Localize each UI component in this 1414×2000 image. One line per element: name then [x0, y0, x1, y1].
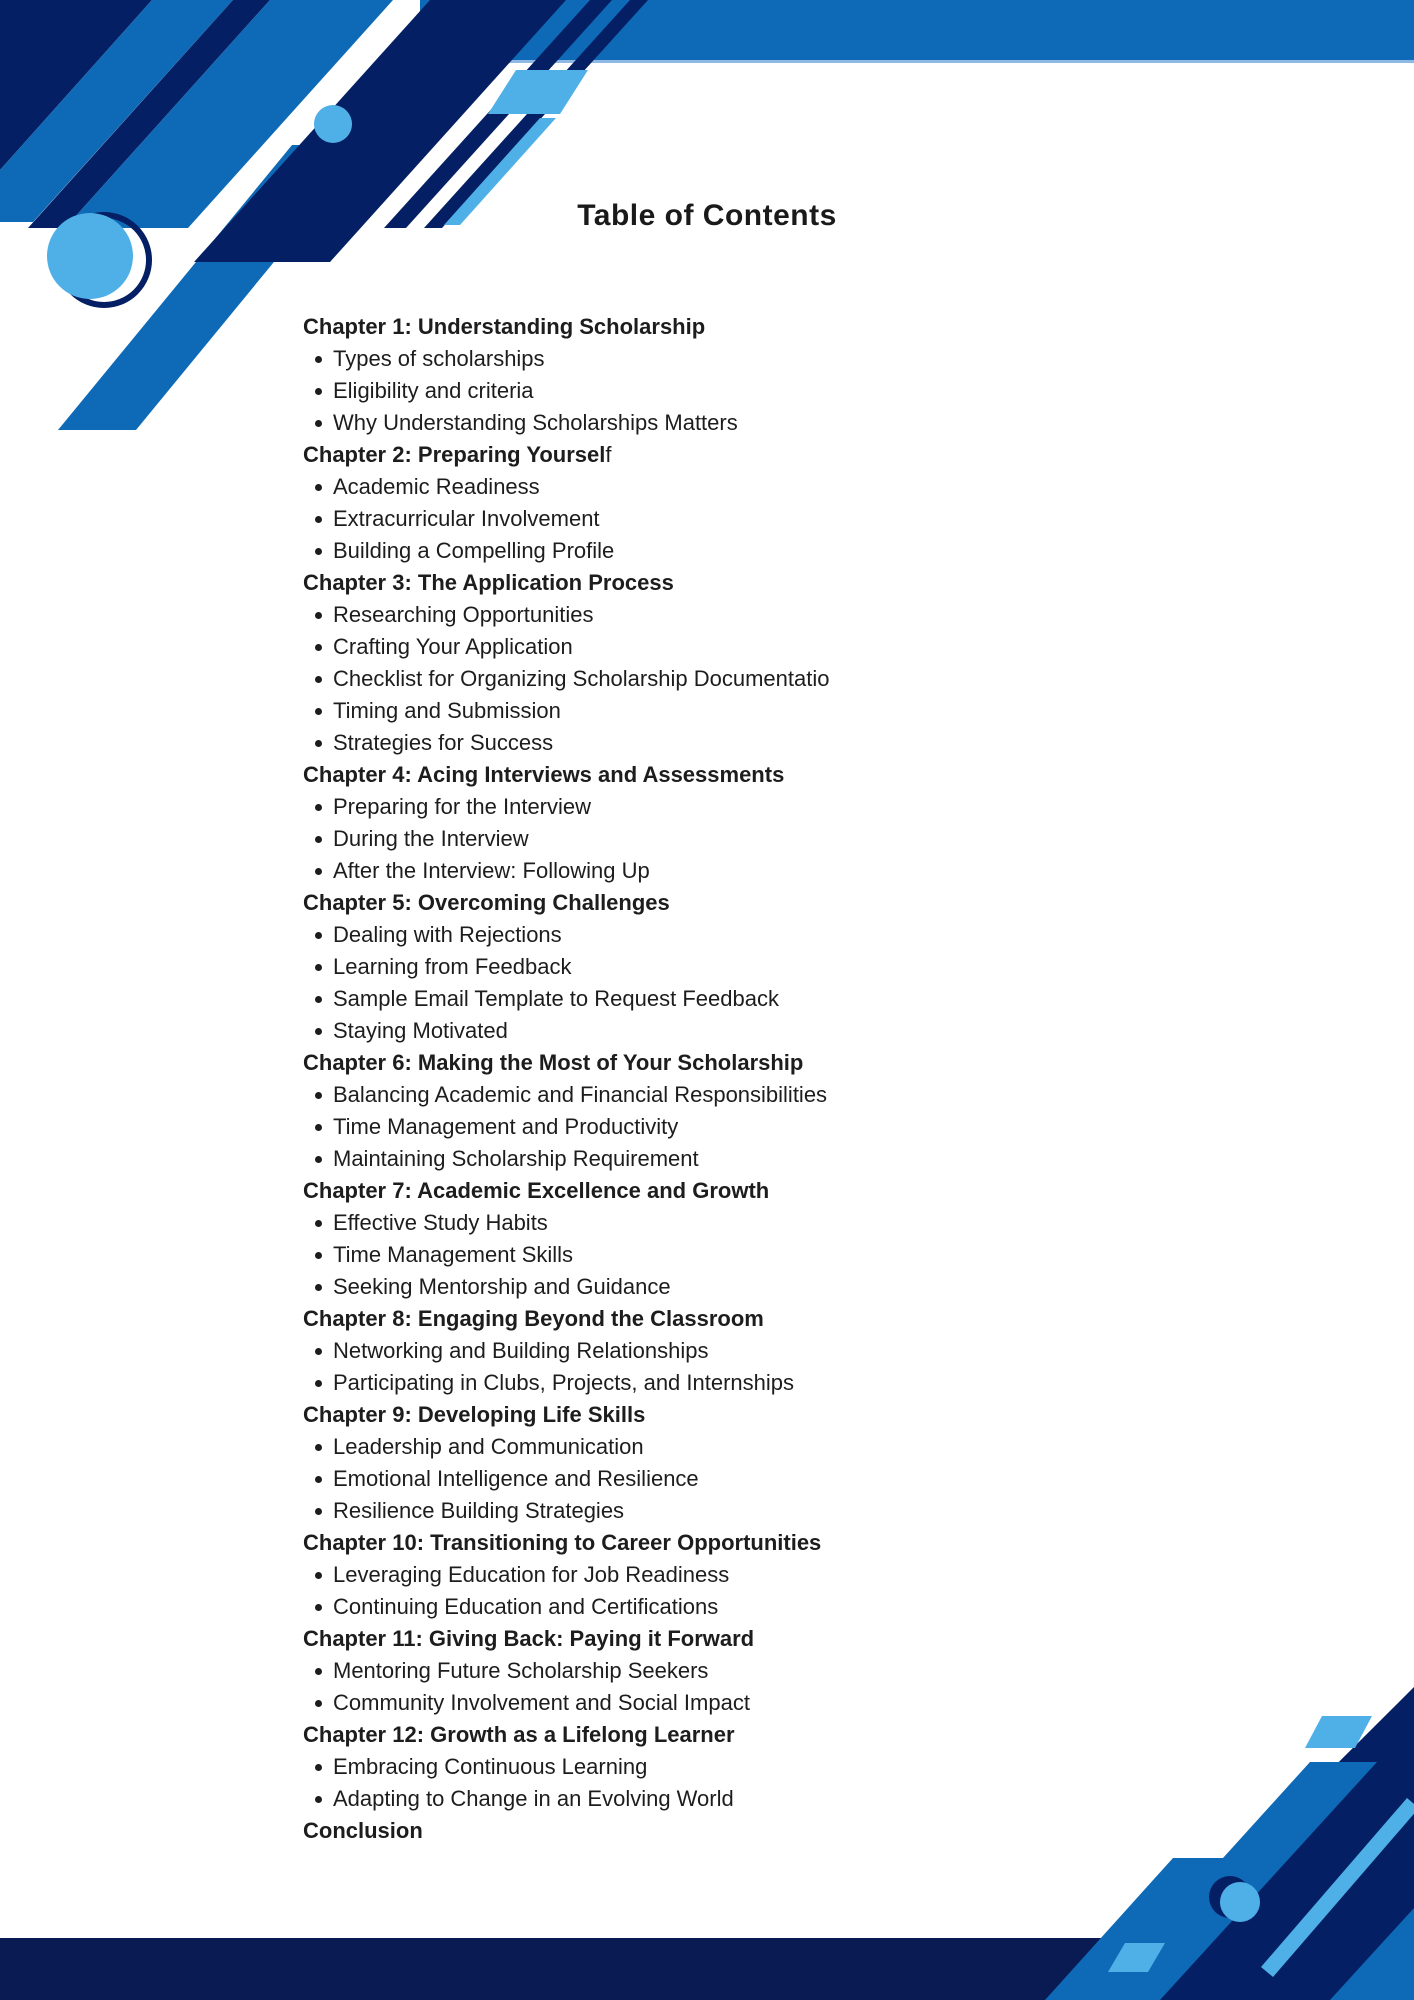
- toc-item-label: Mentoring Future Scholarship Seekers: [333, 1658, 709, 1683]
- bullet-icon: [315, 1668, 322, 1675]
- toc-item: [303, 343, 1163, 375]
- toc-item-label: Embracing Continuous Learning: [333, 1754, 648, 1779]
- chapter-heading: Chapter 3: The Application Process: [303, 570, 674, 595]
- toc-item: [303, 1751, 1163, 1783]
- toc-item-label: Why Understanding Scholarships Matters: [333, 410, 738, 435]
- toc-item: [303, 1495, 1163, 1527]
- bullet-icon: [315, 1252, 322, 1259]
- toc-item-label: Crafting Your Application: [333, 634, 573, 659]
- toc-item-label: Researching Opportunities: [333, 602, 594, 627]
- chapter-heading: Chapter 11: Giving Back: Paying it Forward: [303, 1626, 755, 1651]
- toc-item-label: Effective Study Habits: [333, 1210, 548, 1235]
- accent-circle: [1220, 1882, 1260, 1922]
- toc-item: [303, 1559, 1163, 1591]
- toc-item-label: Leadership and Communication: [333, 1434, 644, 1459]
- bullet-icon: [315, 996, 322, 1003]
- toc-item: [303, 791, 1163, 823]
- chapter-heading: Chapter 4: Acing Interviews and Assessments: [303, 762, 785, 787]
- bullet-icon: [315, 1508, 322, 1515]
- toc-item: [303, 503, 1163, 535]
- toc-item-label: Extracurricular Involvement: [333, 506, 600, 531]
- toc-item: [303, 1079, 1163, 1111]
- toc-item-label: Participating in Clubs, Projects, and Internships: [333, 1370, 795, 1395]
- bullet-icon: [315, 612, 322, 619]
- toc-item: [303, 695, 1163, 727]
- toc-item-label: Emotional Intelligence and Resilience: [333, 1466, 699, 1491]
- toc-item: [303, 855, 1163, 887]
- bullet-icon: [315, 1444, 322, 1451]
- toc-item-label: Time Management and Productivity: [333, 1114, 679, 1139]
- bullet-icon: [315, 1796, 322, 1803]
- toc-item-label: Preparing for the Interview: [333, 794, 592, 819]
- chapter-heading: Chapter 2: Preparing Yourself: [303, 442, 612, 467]
- bullet-icon: [315, 1764, 322, 1771]
- toc-item-label: Community Involvement and Social Impact: [333, 1690, 750, 1715]
- toc-item: [303, 1207, 1163, 1239]
- toc-item-label: Continuing Education and Certifications: [333, 1594, 719, 1619]
- toc-item-label: During the Interview: [333, 826, 529, 851]
- toc-item: [303, 983, 1163, 1015]
- toc-item-label: Balancing Academic and Financial Responsibilities: [333, 1082, 828, 1107]
- chapter-heading: Chapter 9: Developing Life Skills: [303, 1402, 646, 1427]
- small-circle: [314, 105, 352, 143]
- bullet-icon: [315, 548, 322, 555]
- toc-item: [303, 535, 1163, 567]
- chapter-heading: Chapter 7: Academic Excellence and Growth: [303, 1178, 770, 1203]
- toc-item: [303, 1591, 1163, 1623]
- toc-item-label: After the Interview: Following Up: [333, 858, 650, 883]
- bullet-icon: [315, 740, 322, 747]
- toc-item: [303, 407, 1163, 439]
- toc-item-label: Maintaining Scholarship Requirement: [333, 1146, 699, 1171]
- toc-item: [303, 1111, 1163, 1143]
- toc-item-label: Seeking Mentorship and Guidance: [333, 1274, 671, 1299]
- toc-item-label: Networking and Building Relationships: [333, 1338, 709, 1363]
- toc-item: [303, 1271, 1163, 1303]
- toc-item: [303, 1367, 1163, 1399]
- toc-item: [303, 599, 1163, 631]
- bullet-icon: [315, 932, 322, 939]
- chapter-heading: Conclusion: [303, 1818, 423, 1843]
- bullet-icon: [315, 356, 322, 363]
- toc-item: [303, 1143, 1163, 1175]
- lightblue-parallelogram: [488, 70, 588, 114]
- toc-item: [303, 1463, 1163, 1495]
- bullet-icon: [315, 1476, 322, 1483]
- toc-item-label: Eligibility and criteria: [333, 378, 534, 403]
- toc-item: [303, 663, 1163, 695]
- toc-item: [303, 1655, 1163, 1687]
- chapter-heading-suffix: f: [605, 442, 612, 467]
- bullet-icon: [315, 1028, 322, 1035]
- toc-item-label: Sample Email Template to Request Feedback: [333, 986, 779, 1011]
- bullet-icon: [315, 420, 322, 427]
- toc-item-label: Building a Compelling Profile: [333, 538, 615, 563]
- bullet-icon: [315, 1348, 322, 1355]
- toc-item: [303, 631, 1163, 663]
- bullet-icon: [315, 676, 322, 683]
- bullet-icon: [315, 1604, 322, 1611]
- bullet-icon: [315, 1700, 322, 1707]
- chapter-heading: Chapter 6: Making the Most of Your Scholarship: [303, 1050, 804, 1075]
- bullet-icon: [315, 1284, 322, 1291]
- bullet-icon: [315, 804, 322, 811]
- toc-item-label: Leveraging Education for Job Readiness: [333, 1562, 730, 1587]
- chapter-heading: Chapter 8: Engaging Beyond the Classroom: [303, 1306, 764, 1331]
- bullet-icon: [315, 644, 322, 651]
- toc-item-label: Learning from Feedback: [333, 954, 572, 979]
- toc-item: [303, 727, 1163, 759]
- bullet-icon: [315, 516, 322, 523]
- toc-item-label: Adapting to Change in an Evolving World: [333, 1786, 734, 1811]
- bullet-icon: [315, 1572, 322, 1579]
- bullet-icon: [315, 1380, 322, 1387]
- toc-item-label: Staying Motivated: [333, 1018, 508, 1043]
- toc-item: [303, 919, 1163, 951]
- toc-item: [303, 471, 1163, 503]
- toc-item: [303, 1335, 1163, 1367]
- toc-item-label: Strategies for Success: [333, 730, 554, 755]
- bullet-icon: [315, 1220, 322, 1227]
- bullet-icon: [315, 484, 322, 491]
- chapter-heading: Chapter 12: Growth as a Lifelong Learner: [303, 1722, 735, 1747]
- toc-item: [303, 1431, 1163, 1463]
- page-title: Table of Contents: [577, 199, 837, 232]
- bullet-icon: [315, 388, 322, 395]
- toc-item: [303, 375, 1163, 407]
- toc-item-label: Checklist for Organizing Scholarship Documentatio: [333, 666, 830, 691]
- toc-item-label: Resilience Building Strategies: [333, 1498, 625, 1523]
- bullet-icon: [315, 868, 322, 875]
- bullet-icon: [315, 836, 322, 843]
- toc-item-label: Types of scholarships: [333, 346, 545, 371]
- toc-item-label: Time Management Skills: [333, 1242, 574, 1267]
- toc-item: [303, 951, 1163, 983]
- toc-item: [303, 1783, 1163, 1815]
- toc-item: [303, 1239, 1163, 1271]
- toc-item-label: Timing and Submission: [333, 698, 561, 723]
- chapter-heading: Chapter 10: Transitioning to Career Opportunities: [303, 1530, 822, 1555]
- toc-item: [303, 1015, 1163, 1047]
- toc-item: [303, 823, 1163, 855]
- bullet-icon: [315, 964, 322, 971]
- bullet-icon: [315, 1124, 322, 1131]
- toc-list: [303, 311, 1163, 1847]
- bullet-icon: [315, 708, 322, 715]
- toc-item-label: Dealing with Rejections: [333, 922, 562, 947]
- bullet-icon: [315, 1156, 322, 1163]
- chapter-heading: Chapter 5: Overcoming Challenges: [303, 890, 670, 915]
- toc-item: [303, 1687, 1163, 1719]
- chapter-heading: Chapter 1: Understanding Scholarship: [303, 314, 706, 339]
- bullet-icon: [315, 1092, 322, 1099]
- toc-item-label: Academic Readiness: [333, 474, 540, 499]
